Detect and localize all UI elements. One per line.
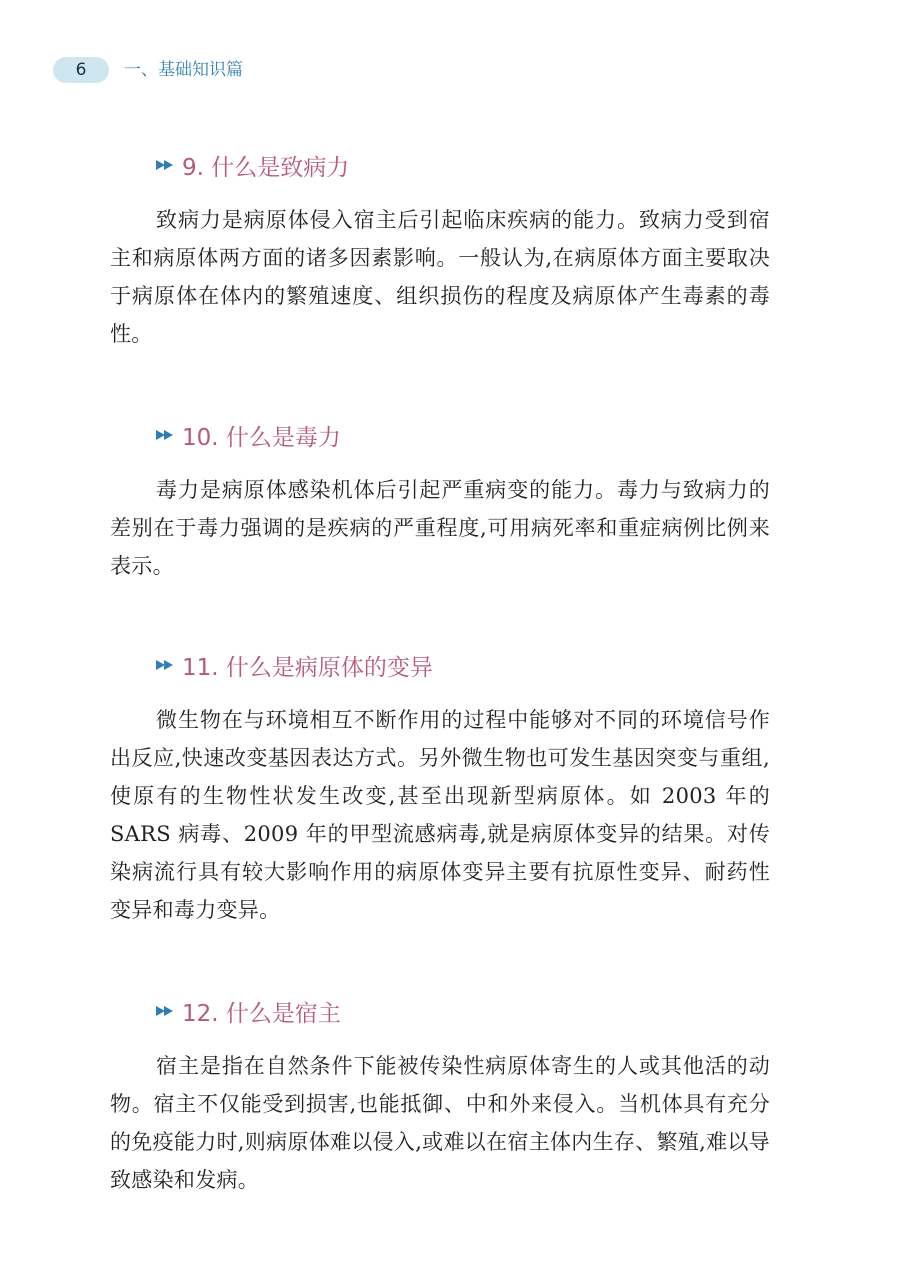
section-title: 12. 什么是宿主: [182, 1000, 341, 1027]
section-heading: [156, 994, 770, 1028]
section-title: 9. 什么是致病力: [182, 154, 350, 181]
chapter-title: 一、基础知识篇: [124, 60, 243, 80]
section-heading: [156, 418, 770, 452]
section-paragraph: 毒力是病原体感染机体后引起严重病变的能力。毒力与致病力的差别在于毒力强调的是疾病的严重程度,可用病死率和重症病例比例来表示。: [110, 478, 770, 578]
section-heading: [156, 148, 770, 182]
section-title: 10. 什么是毒力: [182, 424, 341, 451]
section-12: [110, 994, 770, 1199]
section-heading: [156, 648, 770, 682]
section-paragraph: 致病力是病原体侵入宿主后引起临床疾病的能力。致病力受到宿主和病原体两方面的诸多因素影响。一般认为,在病原体方面主要取决于病原体在体内的繁殖速度、组织损伤的程度及病原体产生毒素的毒性。: [110, 208, 770, 346]
section-11: [110, 648, 770, 929]
double-arrow-icon: [156, 659, 176, 671]
section-paragraph: 微生物在与环境相互不断作用的过程中能够对不同的环境信号作出反应,快速改变基因表达方式。另外微生物也可发生基因突变与重组,使原有的生物性状发生改变,甚至出现新型病原体。如 2003 年的 SARS 病毒、2009 年的甲型流感病毒,就是病原体变异的结果。对传染病流行具有较大影响作用的病原体变异主要有抗原性变异、耐药性变异和毒力变异。: [110, 708, 770, 922]
double-arrow-icon: [156, 429, 176, 441]
double-arrow-icon: [156, 1005, 176, 1017]
section-title: 11. 什么是病原体的变异: [182, 654, 433, 681]
section-9: [110, 148, 770, 353]
section-10: [110, 418, 770, 585]
double-arrow-icon: [156, 159, 176, 171]
page-number: 6: [53, 57, 109, 83]
section-paragraph: 宿主是指在自然条件下能被传染性病原体寄生的人或其他活的动物。宿主不仅能受到损害,也能抵御、中和外来侵入。当机体具有充分的免疫能力时,则病原体难以侵入,或难以在宿主体内生存、繁殖,难以导致感染和发病。: [110, 1054, 770, 1192]
